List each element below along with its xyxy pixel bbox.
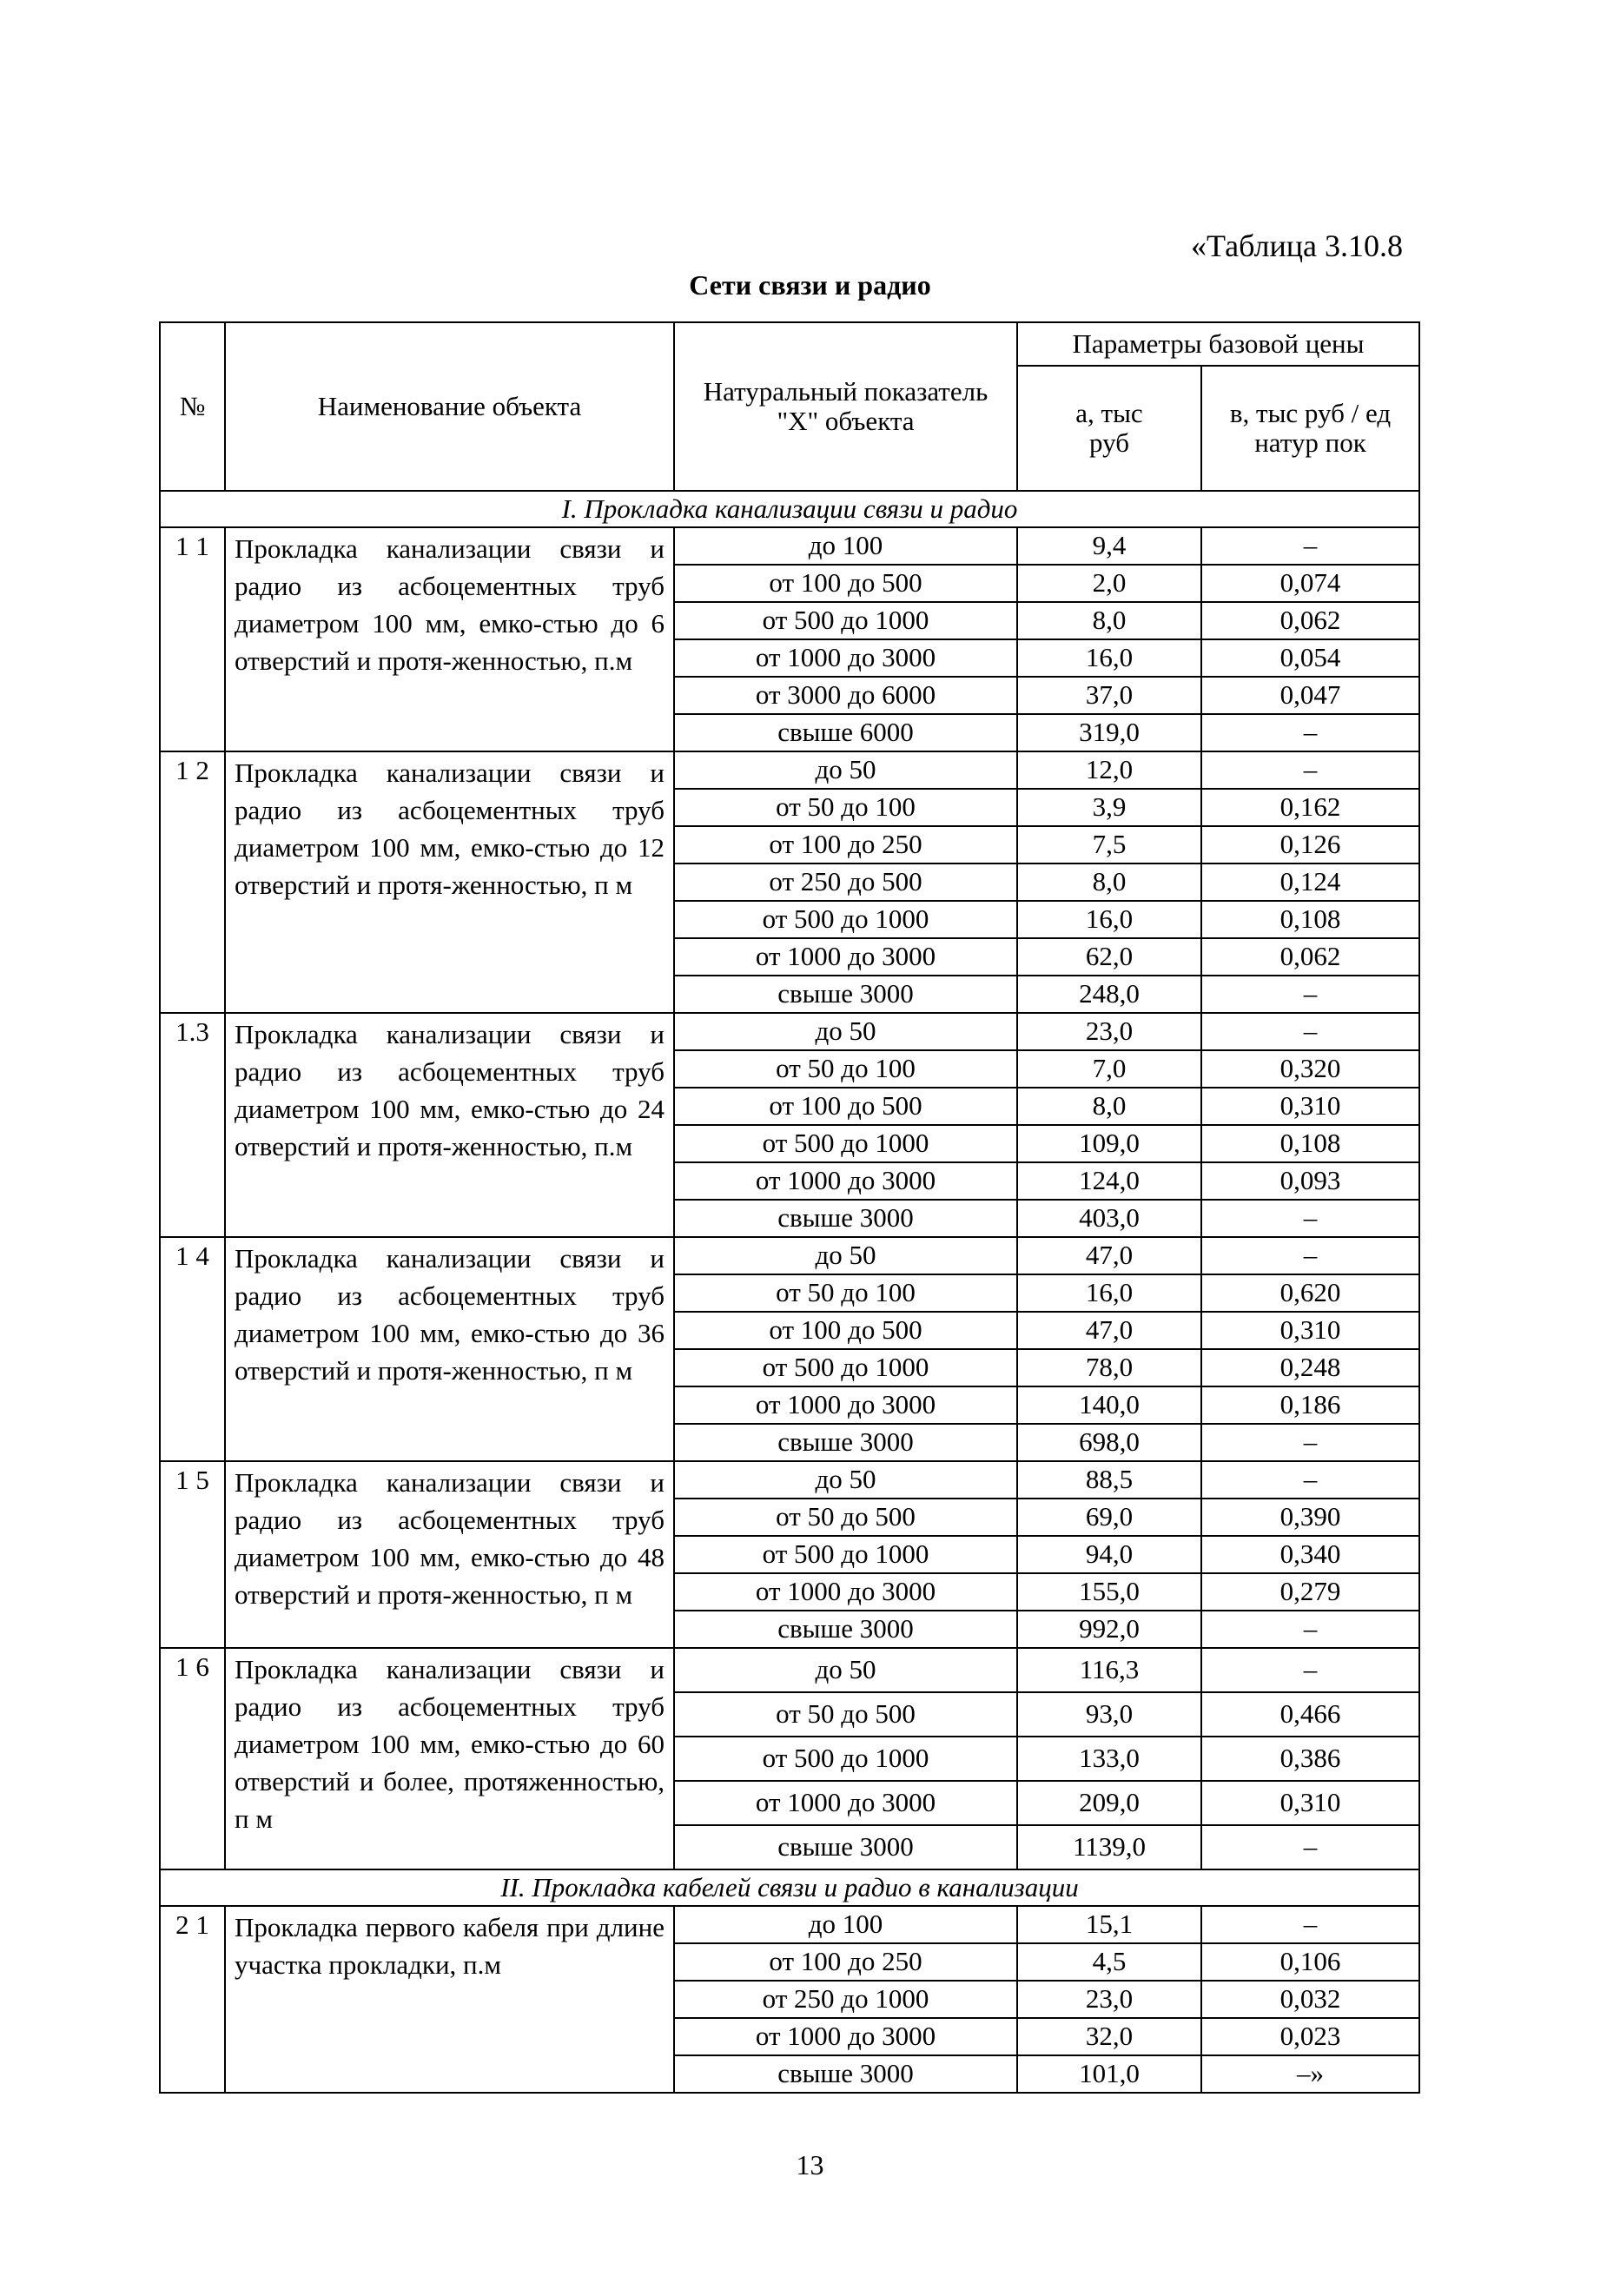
param-a: 94,0 [1017, 1536, 1201, 1573]
item-number: 1 1 [160, 527, 225, 751]
table-row [160, 1461, 1419, 1499]
item-number: 1.3 [160, 1013, 225, 1237]
param-a: 16,0 [1017, 639, 1201, 677]
param-a: 47,0 [1017, 1237, 1201, 1274]
param-b: 0,390 [1201, 1499, 1419, 1536]
table-row [160, 527, 1419, 565]
header-name: Наименование объекта [225, 322, 674, 491]
param-b: – [1201, 714, 1419, 751]
param-a: 209,0 [1017, 1781, 1201, 1825]
natural-indicator: до 50 [674, 751, 1017, 789]
section-title: I. Прокладка канализации связи и радио [160, 491, 1419, 527]
natural-indicator: до 100 [674, 1906, 1017, 1943]
param-a: 319,0 [1017, 714, 1201, 751]
param-b: 0,023 [1201, 2018, 1419, 2055]
natural-indicator: свыше 3000 [674, 1825, 1017, 1869]
price-table [159, 321, 1420, 2094]
param-b: 0,047 [1201, 677, 1419, 714]
natural-indicator: от 100 до 500 [674, 1088, 1017, 1125]
param-a: 15,1 [1017, 1906, 1201, 1943]
param-a: 698,0 [1017, 1424, 1201, 1461]
section-row [160, 491, 1419, 527]
param-b: – [1201, 527, 1419, 565]
natural-indicator: от 50 до 100 [674, 789, 1017, 826]
param-a: 62,0 [1017, 938, 1201, 976]
natural-indicator: свыше 3000 [674, 1200, 1017, 1237]
natural-indicator: свыше 3000 [674, 1611, 1017, 1648]
param-b: – [1201, 751, 1419, 789]
param-a: 248,0 [1017, 976, 1201, 1013]
natural-indicator: от 500 до 1000 [674, 1536, 1017, 1573]
natural-indicator: от 100 до 250 [674, 1943, 1017, 1981]
natural-indicator: от 1000 до 3000 [674, 639, 1017, 677]
item-number: 2 1 [160, 1906, 225, 2093]
item-name: Прокладка канализации связи и радио из асбоцементных труб диаметром 100 мм, емко-стью до 6 отверстий и протя-женностью, п.м [225, 527, 674, 751]
natural-indicator: от 500 до 1000 [674, 1349, 1017, 1386]
param-a: 8,0 [1017, 863, 1201, 901]
natural-indicator: от 50 до 500 [674, 1499, 1017, 1536]
param-a: 3,9 [1017, 789, 1201, 826]
natural-indicator: от 500 до 1000 [674, 1737, 1017, 1781]
param-a: 8,0 [1017, 1088, 1201, 1125]
param-a: 12,0 [1017, 751, 1201, 789]
param-a: 124,0 [1017, 1162, 1201, 1200]
param-b: – [1201, 1648, 1419, 1692]
natural-indicator: от 100 до 250 [674, 826, 1017, 863]
natural-indicator: от 500 до 1000 [674, 602, 1017, 639]
param-b: 0,032 [1201, 1981, 1419, 2018]
table-body [160, 491, 1419, 2093]
natural-indicator: от 500 до 1000 [674, 1125, 1017, 1162]
table-label: «Таблица 3.10.8 [1191, 228, 1403, 263]
natural-indicator: до 50 [674, 1237, 1017, 1274]
header-no: № [160, 322, 225, 491]
header-a: а, тыс руб [1017, 366, 1201, 491]
param-b: – [1201, 1461, 1419, 1499]
param-b: 0,386 [1201, 1737, 1419, 1781]
natural-indicator: от 1000 до 3000 [674, 938, 1017, 976]
table-row [160, 1906, 1419, 1943]
natural-indicator: свыше 3000 [674, 2055, 1017, 2093]
param-b: 0,108 [1201, 1125, 1419, 1162]
param-b: –» [1201, 2055, 1419, 2093]
item-name: Прокладка канализации связи и радио из асбоцементных труб диаметром 100 мм, емко-стью до 12 отверстий и протя-женностью, п м [225, 751, 674, 1013]
param-b: 0,279 [1201, 1573, 1419, 1611]
param-a: 69,0 [1017, 1499, 1201, 1536]
param-a: 109,0 [1017, 1125, 1201, 1162]
item-number: 1 6 [160, 1648, 225, 1869]
natural-indicator: свыше 3000 [674, 1424, 1017, 1461]
param-a: 16,0 [1017, 901, 1201, 938]
natural-indicator: от 50 до 100 [674, 1050, 1017, 1088]
param-a: 16,0 [1017, 1274, 1201, 1312]
natural-indicator: до 50 [674, 1461, 1017, 1499]
natural-indicator: до 100 [674, 527, 1017, 565]
param-b: – [1201, 976, 1419, 1013]
item-name: Прокладка первого кабеля при длине участка прокладки, п.м [225, 1906, 674, 2093]
param-b: – [1201, 1237, 1419, 1274]
item-name: Прокладка канализации связи и радио из асбоцементных труб диаметром 100 мм, емко-стью до 24 отверстий и протя-женностью, п.м [225, 1013, 674, 1237]
natural-indicator: свыше 3000 [674, 976, 1017, 1013]
natural-indicator: от 1000 до 3000 [674, 1162, 1017, 1200]
param-b: 0,310 [1201, 1781, 1419, 1825]
natural-indicator: от 1000 до 3000 [674, 1386, 1017, 1424]
section-title: II. Прокладка кабелей связи и радио в канализации [160, 1869, 1419, 1906]
item-number: 1 5 [160, 1461, 225, 1648]
param-b: 0,162 [1201, 789, 1419, 826]
natural-indicator: от 100 до 500 [674, 565, 1017, 602]
param-a: 7,0 [1017, 1050, 1201, 1088]
param-b: 0,186 [1201, 1386, 1419, 1424]
param-b: – [1201, 1200, 1419, 1237]
param-b: – [1201, 1424, 1419, 1461]
param-b: 0,340 [1201, 1536, 1419, 1573]
param-b: 0,108 [1201, 901, 1419, 938]
page-title: Сети связи и радио [689, 269, 931, 301]
table-row [160, 751, 1419, 789]
item-name: Прокладка канализации связи и радио из асбоцементных труб диаметром 100 мм, емко-стью до 48 отверстий и протя-женностью, п м [225, 1461, 674, 1648]
param-b: 0,320 [1201, 1050, 1419, 1088]
natural-indicator: от 500 до 1000 [674, 901, 1017, 938]
param-a: 37,0 [1017, 677, 1201, 714]
param-a: 23,0 [1017, 1013, 1201, 1050]
param-a: 8,0 [1017, 602, 1201, 639]
param-a: 32,0 [1017, 2018, 1201, 2055]
natural-indicator: от 3000 до 6000 [674, 677, 1017, 714]
natural-indicator: от 50 до 100 [674, 1274, 1017, 1312]
param-a: 403,0 [1017, 1200, 1201, 1237]
param-b: 0,620 [1201, 1274, 1419, 1312]
param-a: 47,0 [1017, 1312, 1201, 1349]
param-b: 0,062 [1201, 602, 1419, 639]
param-b: 0,062 [1201, 938, 1419, 976]
param-b: 0,466 [1201, 1692, 1419, 1737]
param-b: 0,106 [1201, 1943, 1419, 1981]
param-b: 0,248 [1201, 1349, 1419, 1386]
natural-indicator: от 1000 до 3000 [674, 1573, 1017, 1611]
param-b: – [1201, 1611, 1419, 1648]
param-b: 0,074 [1201, 565, 1419, 602]
item-name: Прокладка канализации связи и радио из асбоцементных труб диаметром 100 мм, емко-стью до 36 отверстий и протя-женностью, п м [225, 1237, 674, 1461]
header-x: Натуральный показатель "X" объекта [674, 322, 1017, 491]
param-a: 155,0 [1017, 1573, 1201, 1611]
section-row [160, 1869, 1419, 1906]
header-params: Параметры базовой цены [1017, 322, 1419, 366]
natural-indicator: свыше 6000 [674, 714, 1017, 751]
page-number: 13 [796, 2149, 824, 2180]
param-a: 101,0 [1017, 2055, 1201, 2093]
item-number: 1 2 [160, 751, 225, 1013]
table-row [160, 1013, 1419, 1050]
item-number: 1 4 [160, 1237, 225, 1461]
item-name: Прокладка канализации связи и радио из асбоцементных труб диаметром 100 мм, емко-стью до 60 отверстий и более, протяженностью, п м [225, 1648, 674, 1869]
param-a: 4,5 [1017, 1943, 1201, 1981]
param-b: 0,093 [1201, 1162, 1419, 1200]
param-b: 0,054 [1201, 639, 1419, 677]
param-a: 88,5 [1017, 1461, 1201, 1499]
natural-indicator: от 100 до 500 [674, 1312, 1017, 1349]
param-a: 9,4 [1017, 527, 1201, 565]
natural-indicator: от 1000 до 3000 [674, 1781, 1017, 1825]
param-a: 116,3 [1017, 1648, 1201, 1692]
natural-indicator: до 50 [674, 1013, 1017, 1050]
natural-indicator: от 50 до 500 [674, 1692, 1017, 1737]
natural-indicator: от 1000 до 3000 [674, 2018, 1017, 2055]
natural-indicator: от 250 до 1000 [674, 1981, 1017, 2018]
param-a: 992,0 [1017, 1611, 1201, 1648]
table-row [160, 1648, 1419, 1692]
param-a: 7,5 [1017, 826, 1201, 863]
param-a: 93,0 [1017, 1692, 1201, 1737]
natural-indicator: до 50 [674, 1648, 1017, 1692]
param-b: 0,126 [1201, 826, 1419, 863]
param-b: 0,124 [1201, 863, 1419, 901]
param-a: 23,0 [1017, 1981, 1201, 2018]
param-b: – [1201, 1906, 1419, 1943]
table-row [160, 1237, 1419, 1274]
param-a: 2,0 [1017, 565, 1201, 602]
param-a: 140,0 [1017, 1386, 1201, 1424]
param-a: 78,0 [1017, 1349, 1201, 1386]
header-b: в, тыс руб / ед натур пок [1201, 366, 1419, 491]
param-a: 133,0 [1017, 1737, 1201, 1781]
param-a: 1139,0 [1017, 1825, 1201, 1869]
param-b: – [1201, 1825, 1419, 1869]
param-b: 0,310 [1201, 1312, 1419, 1349]
param-b: – [1201, 1013, 1419, 1050]
param-b: 0,310 [1201, 1088, 1419, 1125]
natural-indicator: от 250 до 500 [674, 863, 1017, 901]
